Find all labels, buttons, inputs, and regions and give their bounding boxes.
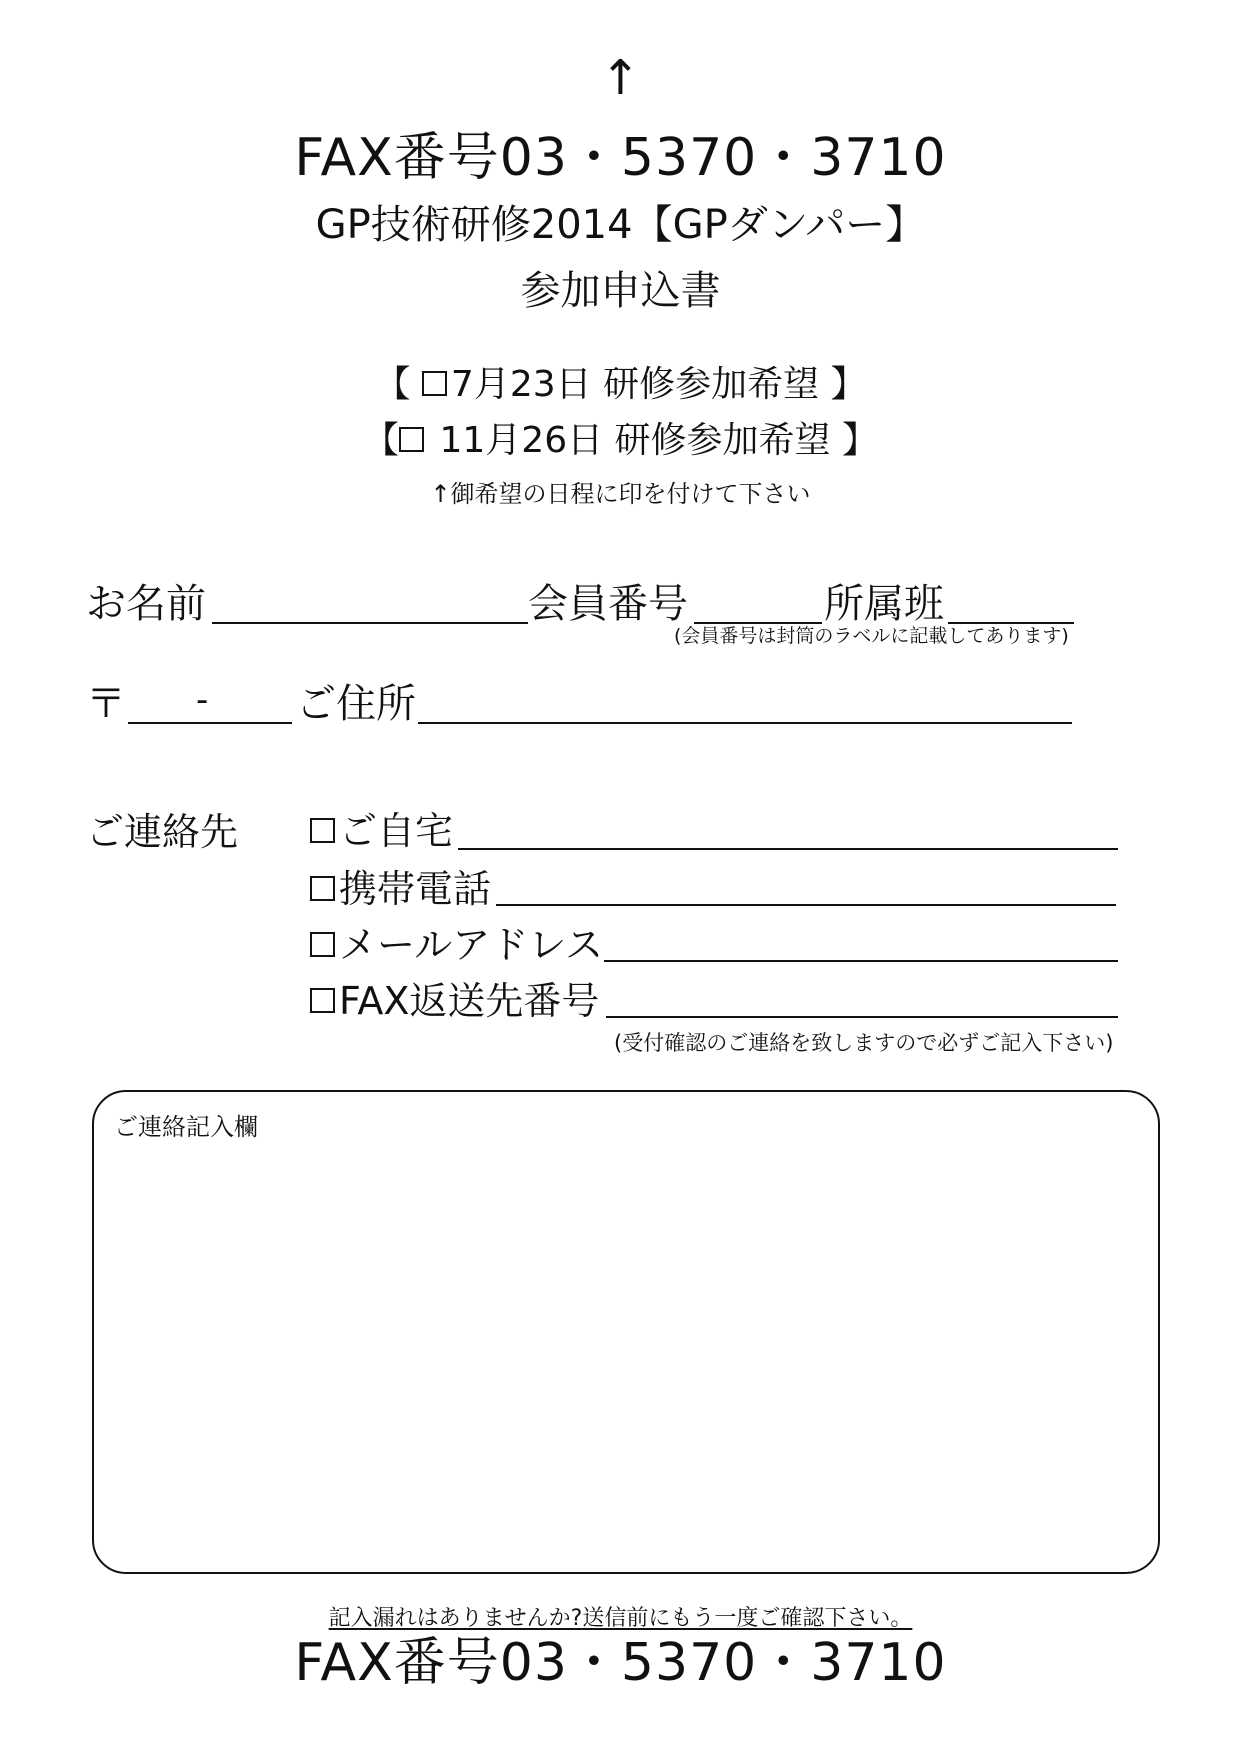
member-number-note: (会員番号は封筒のラベルに記載してあります) bbox=[674, 625, 1069, 647]
contact-mobile-checkbox[interactable] bbox=[310, 876, 335, 901]
name-field[interactable] bbox=[212, 622, 528, 624]
address-label: ご住所 bbox=[296, 681, 416, 727]
notes-label: ご連絡記入欄 bbox=[114, 1113, 258, 1141]
contact-mobile bbox=[310, 866, 491, 912]
contact-email-label: メールアドレス bbox=[339, 923, 604, 967]
contact-fax-field[interactable] bbox=[606, 1016, 1118, 1018]
date-option-november bbox=[0, 418, 1241, 464]
date-hint: ↑御希望の日程に印を付けて下さい bbox=[430, 480, 811, 508]
postal-code-field[interactable] bbox=[128, 722, 292, 724]
contact-email bbox=[310, 922, 603, 968]
date-option-july-label: 7月23日 研修参加希望 】 bbox=[450, 364, 867, 405]
name-label: お名前 bbox=[86, 581, 206, 627]
page-title: GP技術研修2014【GPダンパー】 bbox=[315, 202, 926, 248]
arrow-up-icon: ↑ bbox=[600, 50, 641, 106]
reminder-text bbox=[0, 1605, 1241, 1633]
date-option-bracket: 【 bbox=[363, 420, 400, 461]
postal-dash: - bbox=[196, 680, 209, 720]
contact-email-field[interactable] bbox=[604, 960, 1118, 962]
group-label: 所属班 bbox=[824, 581, 944, 627]
page-subtitle: 参加申込書 bbox=[520, 268, 721, 314]
contact-fax bbox=[310, 978, 599, 1024]
date-option-november-label: 11月26日 研修参加希望 】 bbox=[428, 420, 878, 461]
contact-label: ご連絡先 bbox=[86, 810, 239, 854]
fax-number-heading: FAX番号03・5370・3710 bbox=[294, 128, 947, 188]
contact-mobile-label: 携帯電話 bbox=[339, 867, 492, 911]
contact-email-checkbox[interactable] bbox=[310, 932, 335, 957]
date-november-checkbox[interactable] bbox=[399, 427, 424, 452]
contact-fax-checkbox[interactable] bbox=[310, 988, 335, 1013]
notes-textarea[interactable] bbox=[92, 1090, 1160, 1574]
date-option-july bbox=[0, 362, 1241, 408]
contact-mobile-field[interactable] bbox=[496, 904, 1116, 906]
postal-mark: 〒 bbox=[86, 681, 126, 727]
contact-home-checkbox[interactable] bbox=[310, 818, 335, 843]
contact-fax-label: FAX返送先番号 bbox=[339, 979, 600, 1023]
contact-note: (受付確認のご連絡を致しますので必ずご記入下さい) bbox=[614, 1031, 1114, 1055]
reminder-text-label: 記入漏れはありませんか?送信前にもう一度ご確認下さい。 bbox=[328, 1606, 913, 1631]
date-july-checkbox[interactable] bbox=[422, 371, 447, 396]
fax-number-footer: FAX番号03・5370・3710 bbox=[294, 1633, 947, 1693]
address-field[interactable] bbox=[418, 722, 1072, 724]
contact-home-field[interactable] bbox=[458, 848, 1118, 850]
contact-home bbox=[310, 808, 453, 854]
contact-home-label: ご自宅 bbox=[339, 809, 454, 853]
member-number-label: 会員番号 bbox=[528, 581, 688, 627]
date-option-bracket: 【 bbox=[374, 364, 422, 405]
